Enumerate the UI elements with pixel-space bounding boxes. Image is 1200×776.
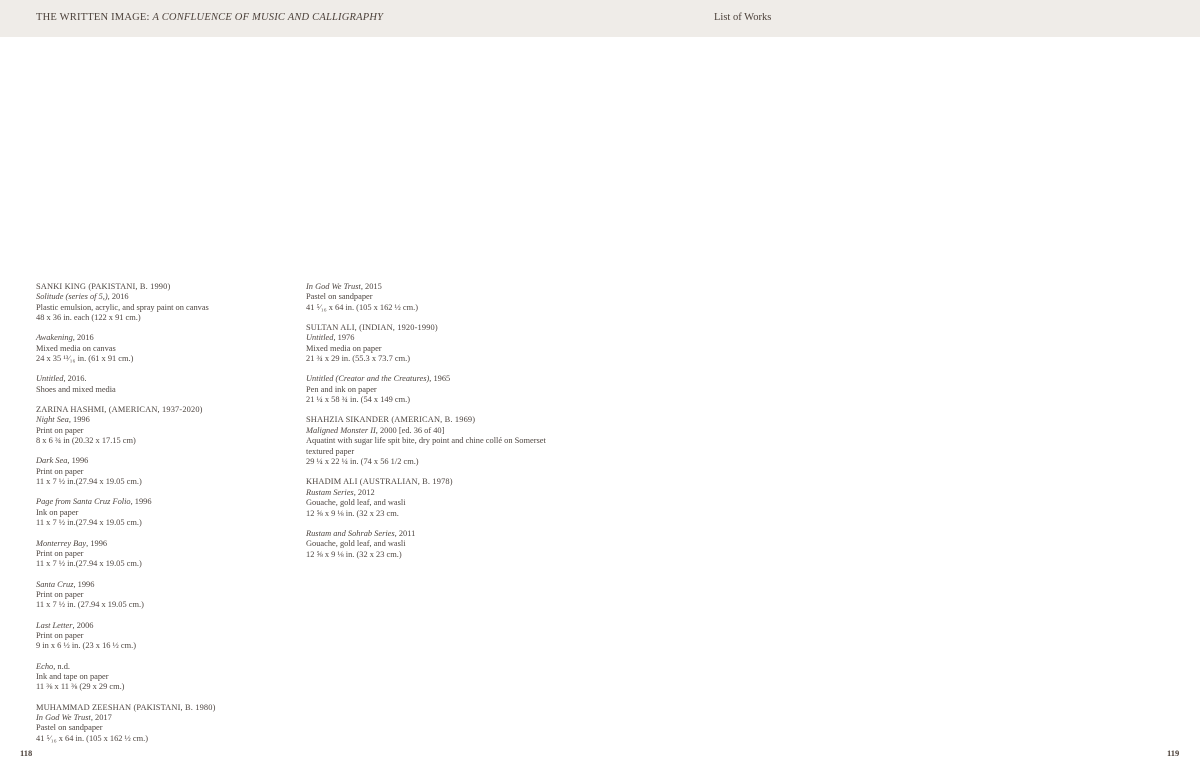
work-title: Dark Sea	[36, 456, 68, 466]
work-title-line	[36, 497, 306, 507]
work-title: Page from Santa Cruz Folio	[36, 497, 131, 507]
work-entry	[36, 456, 306, 487]
work-date: , n.d.	[53, 661, 70, 671]
work-title-line	[306, 488, 576, 498]
work-title: In God We Trust	[306, 282, 361, 291]
work-detail: textured paper	[306, 446, 355, 456]
work-date: , 2006	[72, 620, 94, 630]
work-detail: Print on paper	[36, 466, 84, 476]
work-detail: 11 ⅜ x 11 ⅜ (29 x 29 cm.)	[36, 682, 125, 692]
work-detail: Print on paper	[36, 630, 84, 640]
work-title: Solitude (series of 5,)	[36, 292, 108, 302]
work-entry	[36, 539, 306, 570]
work-title-line	[306, 426, 576, 436]
work-title-line	[306, 333, 576, 343]
work-detail: 48 x 36 in. each (122 x 91 cm.)	[36, 313, 141, 323]
work-entry	[36, 621, 306, 652]
work-title: Monterrey Bay	[36, 538, 87, 548]
work-detail: 11 x 7 ½ in. (27.94 x 19.05 cm.)	[36, 600, 144, 610]
work-detail: 41 ⁵⁄₁₆ x 64 in. (105 x 162 ½ cm.)	[306, 302, 419, 312]
work-title: Untitled	[36, 374, 64, 384]
work-date: , 2000 [ed. 36 of 40]	[375, 425, 445, 435]
work-title-line	[306, 374, 576, 384]
work-detail: 8 x 6 ¾ in (20.32 x 17.15 cm)	[36, 436, 136, 446]
work-entry	[36, 374, 306, 395]
work-entry	[36, 497, 306, 528]
work-title-line	[36, 539, 306, 549]
work-date: , 1996	[86, 538, 108, 548]
work-entry	[36, 580, 306, 611]
work-entry	[306, 529, 576, 560]
artist-name: SANKI KING (PAKISTANI, B. 1990)	[36, 282, 171, 291]
work-detail: 29 ¼ x 22 ¼ in. (74 x 56 1/2 cm.)	[306, 457, 419, 467]
work-title: Awakening	[36, 333, 73, 343]
work-title-line	[36, 621, 306, 631]
work-entry	[306, 374, 576, 405]
work-date: , 2017	[90, 712, 112, 722]
work-entry	[36, 333, 306, 364]
artist-name: KHADIM ALI (AUSTRALIAN, B. 1978)	[306, 477, 453, 487]
artist-name: MUHAMMAD ZEESHAN (PAKISTANI, B. 1980)	[36, 702, 216, 712]
work-detail: 9 in x 6 ½ in. (23 x 16 ½ cm.)	[36, 641, 137, 651]
work-date: , 1976	[333, 333, 355, 343]
works-list-right-column	[306, 282, 576, 570]
work-detail: 12 ⅝ x 9 ⅛ in. (32 x 23 cm.	[306, 508, 399, 518]
work-detail: Plastic emulsion, acrylic, and spray paint on canvas	[36, 302, 209, 312]
work-detail: 21 ¾ x 29 in. (55.3 x 73.7 cm.)	[306, 354, 410, 364]
work-detail: Ink on paper	[36, 507, 79, 517]
work-entry	[36, 282, 306, 324]
work-entry	[36, 703, 306, 745]
work-title-line	[36, 580, 306, 590]
work-date: , 2015	[360, 282, 382, 291]
work-title-line	[36, 662, 306, 672]
work-detail: 24 x 35 ¹³⁄₁₆ in. (61 x 91 cm.)	[36, 354, 134, 364]
work-date: , 2016	[72, 333, 94, 343]
work-title-line	[306, 282, 576, 292]
work-date: , 1965	[429, 374, 451, 384]
work-detail: Mixed media on canvas	[36, 343, 116, 353]
work-title-line	[36, 456, 306, 466]
work-title: Last Letter	[36, 620, 73, 630]
work-date: , 1996	[68, 415, 90, 425]
work-detail: 21 ¼ x 58 ¾ in. (54 x 149 cm.)	[306, 395, 410, 405]
work-detail: Shoes and mixed media	[36, 384, 116, 394]
work-entry	[306, 477, 576, 519]
artist-name: ZARINA HASHMI, (AMERICAN, 1937-2020)	[36, 405, 203, 415]
section-title: List of Works	[714, 12, 772, 23]
work-detail: 41 ⁵⁄₁₆ x 64 in. (105 x 162 ½ cm.)	[36, 733, 149, 743]
work-date: , 1996	[130, 497, 152, 507]
work-title: Santa Cruz	[36, 579, 74, 589]
work-title: Rustam and Sohrab Series	[306, 528, 395, 538]
work-title: Untitled (Creator and the Creatures)	[306, 374, 430, 384]
publication-title-main: THE WRITTEN IMAGE:	[36, 12, 153, 23]
work-entry	[306, 415, 576, 467]
artist-name: SHAHZIA SIKANDER (AMERICAN, B. 1969)	[306, 415, 476, 425]
work-title-line	[36, 713, 306, 723]
work-title: Untitled	[306, 333, 334, 343]
work-date: , 1996	[67, 456, 89, 466]
work-detail: Ink and tape on paper	[36, 671, 109, 681]
work-date: , 2012	[353, 487, 375, 497]
page-number-left: 118	[20, 748, 33, 758]
work-date: , 2016.	[63, 374, 87, 384]
page-number-right: 119	[1167, 748, 1180, 758]
work-detail: Aquatint with sugar life spit bite, dry point and chine collé on Somerset	[306, 436, 546, 446]
work-detail: Mixed media on paper	[306, 343, 382, 353]
running-header	[0, 0, 1200, 37]
work-title-line	[36, 415, 306, 425]
publication-subtitle: A CONFLUENCE OF MUSIC AND CALLIGRAPHY	[152, 12, 384, 23]
work-detail: Pastel on sandpaper	[36, 723, 103, 733]
work-title: Maligned Monster II	[306, 425, 376, 435]
work-detail: 11 x 7 ½ in.(27.94 x 19.05 cm.)	[36, 559, 142, 569]
work-detail: Print on paper	[36, 425, 84, 435]
publication-title	[36, 12, 383, 23]
work-entry	[306, 282, 576, 313]
work-entry	[306, 323, 576, 365]
work-date: , 2011	[394, 528, 416, 538]
work-detail: Pen and ink on paper	[306, 384, 377, 394]
work-detail: Print on paper	[36, 548, 84, 558]
work-detail: Gouache, gold leaf, and wasli	[306, 498, 406, 508]
work-title: In God We Trust	[36, 712, 91, 722]
work-detail: Print on paper	[36, 589, 84, 599]
work-title: Rustam Series	[306, 487, 354, 497]
work-entry	[36, 405, 306, 447]
work-title-line	[36, 374, 306, 384]
work-date: , 1996	[73, 579, 95, 589]
work-title-line	[36, 333, 306, 343]
artist-name: SULTAN ALI, (INDIAN, 1920-1990)	[306, 323, 438, 333]
work-detail: Gouache, gold leaf, and wasli	[306, 539, 406, 549]
work-detail: 11 x 7 ½ in.(27.94 x 19.05 cm.)	[36, 477, 142, 487]
work-date: , 2016	[107, 292, 129, 302]
work-title-line	[36, 292, 306, 302]
work-entry	[36, 662, 306, 693]
works-list-left-column	[36, 282, 306, 754]
work-detail: Pastel on sandpaper	[306, 292, 373, 302]
work-title: Night Sea	[36, 415, 69, 425]
work-detail: 11 x 7 ½ in.(27.94 x 19.05 cm.)	[36, 518, 142, 528]
work-detail: 12 ⅝ x 9 ⅛ in. (32 x 23 cm.)	[306, 549, 402, 559]
work-title-line	[306, 529, 576, 539]
work-title: Echo	[36, 661, 54, 671]
